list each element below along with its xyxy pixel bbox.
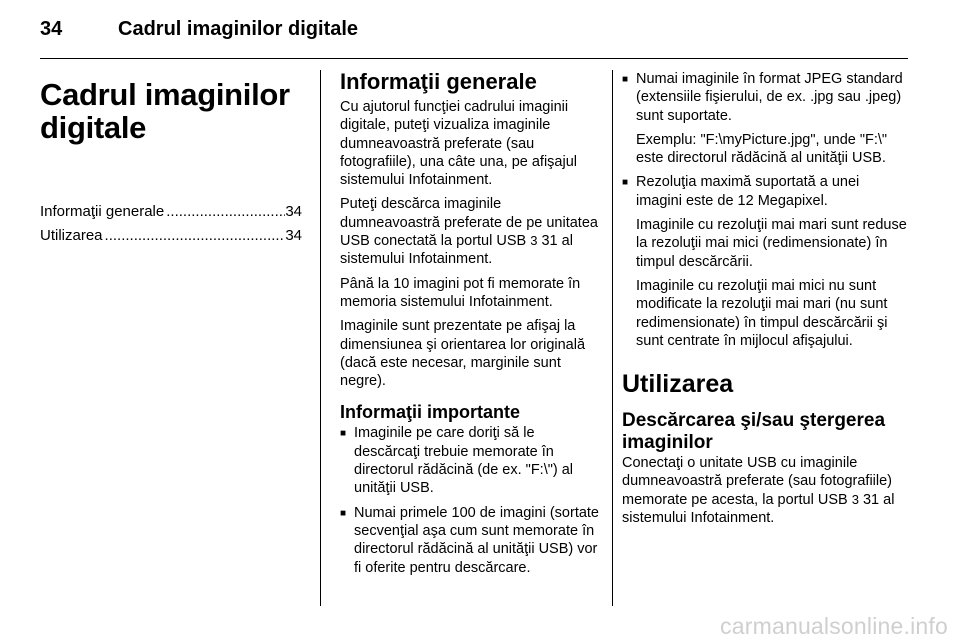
list-item	[622, 173, 908, 210]
section-heading-informatii-generale: Informaţii generale	[340, 69, 537, 94]
toc-entry-page: 34	[285, 203, 302, 220]
list-item-note: Exemplu: "F:\myPicture.jpg", unde "F:\" este directorul rădăcină al unităţii USB.	[636, 131, 888, 167]
bullet-square-icon: ■	[340, 428, 347, 440]
toc-leader-dots	[103, 224, 286, 248]
paragraph-download	[340, 195, 604, 268]
column-1	[40, 70, 302, 248]
list-item-text: Rezoluţia maximă suportată a unei imagini este de 12 Megapixel.	[636, 174, 860, 209]
paragraph-connect-usb	[622, 454, 908, 527]
bullet-square-icon: ■	[622, 177, 629, 189]
toc-entry-label: Utilizarea	[40, 227, 103, 244]
page-ref-text: 31 al sistemului Infotainment.	[622, 491, 895, 527]
paragraph-text: Puteţi descărca imaginile dumneavoastră preferate de pe unitatea USB conectată la portul USB	[340, 196, 598, 250]
bullet-square-icon: ■	[340, 507, 347, 519]
list-item-note: Imaginile cu rezoluţii mai mari sunt reduse la rezoluţii mai mici (redimensionate) în timpul descărcării.	[636, 217, 907, 270]
paragraph-display: Imaginile sunt prezentate pe afişaj la dimensiunea şi orientarea lor originală (dacă este necesar, marginile sunt negre).	[340, 318, 586, 390]
watermark: carmanualsonline.info	[720, 613, 948, 639]
column-2	[340, 70, 604, 583]
list-item-note: Imaginile cu rezoluţii mai mici nu sunt modificate la rezoluţii mai mari (nu sunt redimensionate) în timpul descărcării şi sunt centrate în mijlocul afişajului.	[636, 277, 888, 349]
column-divider-2	[612, 70, 613, 606]
subheading-descarcarea: Descărcarea şi/sau ştergerea imaginilor	[622, 410, 886, 454]
running-title: Cadrul imaginilor digitale	[118, 18, 359, 40]
list-item-text: Numai primele 100 de imagini (sortate secvenţial aşa cum sunt memorate în directorul rădăcină al unităţii USB) vor fi oferite pentru descărcare.	[354, 504, 599, 576]
bullet-square-icon: ■	[622, 74, 629, 85]
list-item-text: Imaginile pe care doriţi să le descărcaţi trebuie memorate în directorul rădăcină (de ex. "F:\") al unităţii USB.	[354, 425, 574, 497]
page-header	[40, 18, 908, 58]
paragraph-memory: Până la 10 imagini pot fi memorate în memoria sistemului Infotainment.	[340, 275, 581, 310]
list-item	[340, 504, 604, 577]
toc-entry-utilizarea[interactable]	[40, 224, 302, 248]
toc-entry-page: 34	[285, 227, 302, 244]
list-item	[622, 70, 908, 125]
paragraph-text: Conectaţi o unitate USB cu imaginile dumneavoastră preferate (sau fotografiile) memorate pe acesta, la portul USB	[622, 455, 893, 508]
section-heading-utilizarea: Utilizarea	[622, 370, 734, 399]
column-divider-1	[320, 70, 321, 606]
page-number: 34	[40, 18, 63, 40]
header-divider	[40, 58, 908, 59]
toc-entry-label: Informaţii generale	[40, 203, 165, 220]
table-of-contents	[40, 200, 302, 248]
toc-leader-dots	[164, 200, 285, 224]
list-item-text: Numai imaginile în format JPEG standard (extensiile fişierului, de ex. .jpg sau .jpeg) sunt suportate.	[636, 71, 903, 124]
paragraph-intro: Cu ajutorul funcţiei cadrului imaginii digitale, puteţi vizualiza imaginile dumneavoastră preferate (sau fotografiile), una câte una, pe afişajul sistemului Infotainment.	[340, 99, 577, 189]
page-ref-arrow-icon: 3	[530, 233, 538, 249]
toc-entry-informatii-generale[interactable]	[40, 200, 302, 224]
page-ref-arrow-icon: 3	[851, 491, 859, 507]
chapter-title: Cadrul imaginilor digitale	[40, 77, 290, 145]
subheading-informatii-importante: Informaţii importante	[340, 402, 521, 423]
column-3	[622, 70, 908, 533]
page-ref-text: 31 al sistemului Infotainment.	[340, 233, 573, 268]
list-item	[340, 424, 604, 497]
